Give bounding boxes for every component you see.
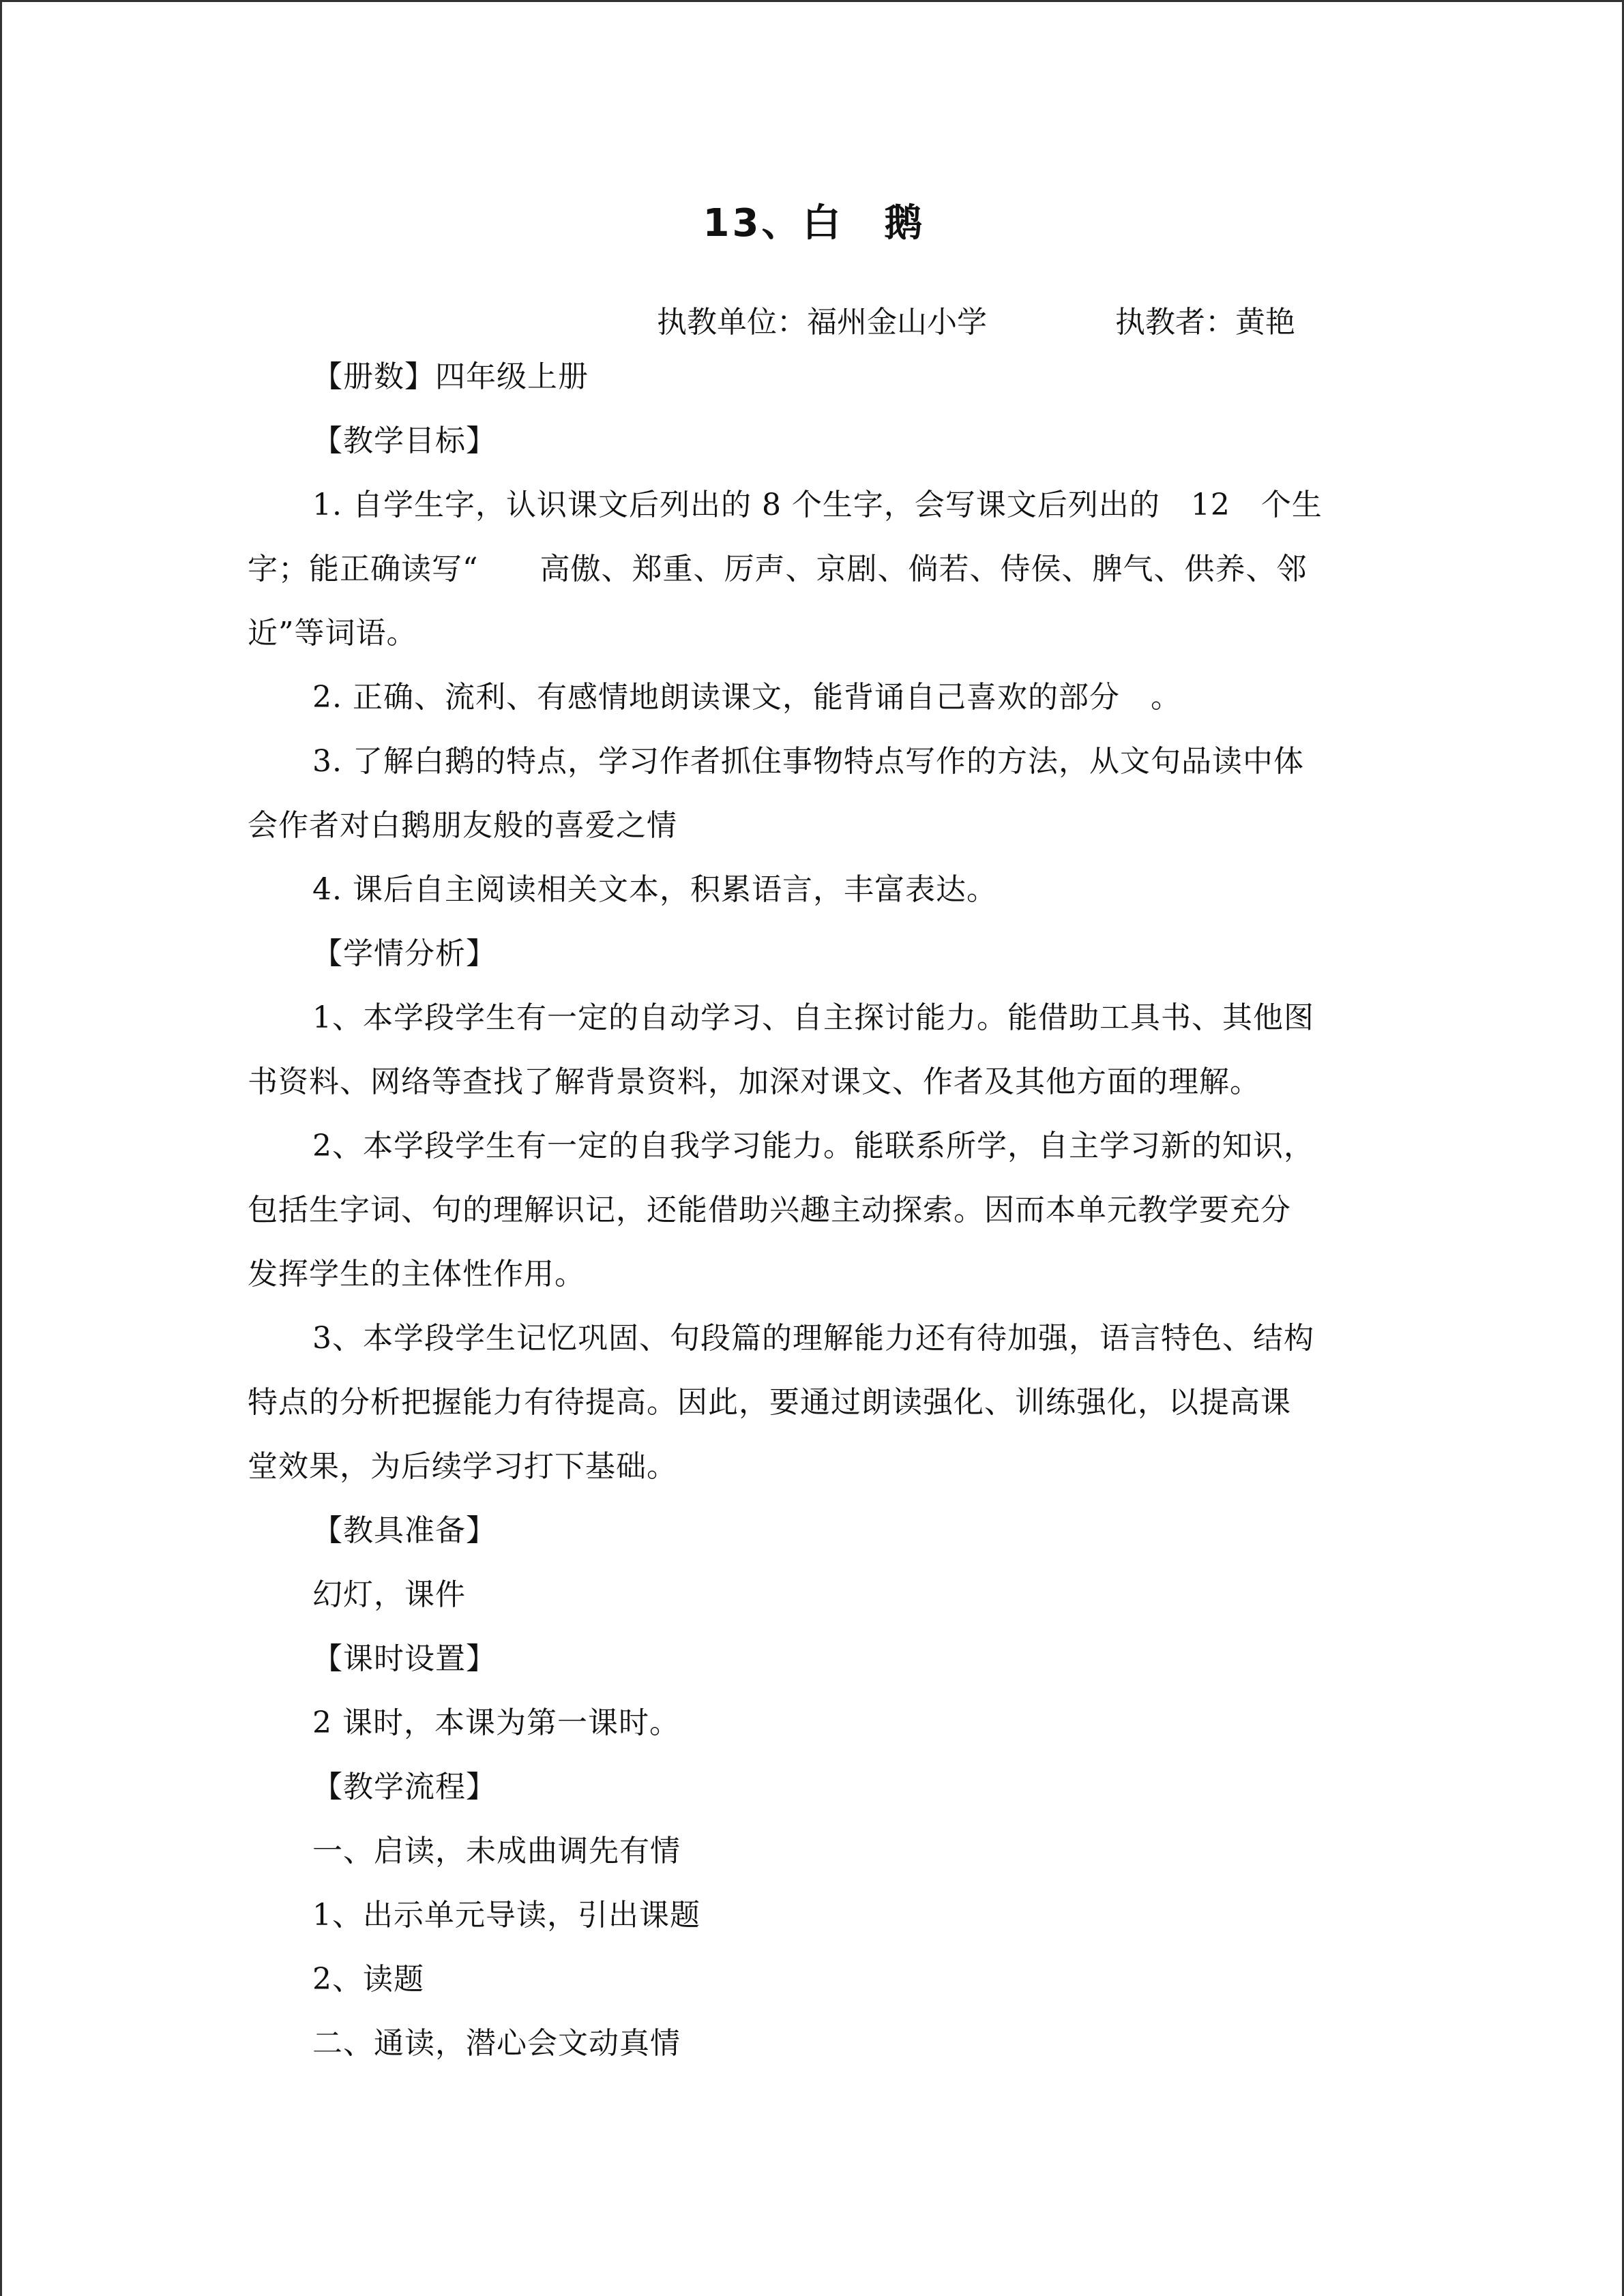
analysis-3-line-2: 特点的分析把握能力有待提高。因此，要通过朗读强化、训练强化，以提高课 — [248, 1385, 1291, 1420]
section-heading-objectives: 【教学目标】 — [312, 423, 497, 458]
section-heading-process: 【教学流程】 — [312, 1770, 497, 1804]
objective-1-line-1: 1. 自学生字，认识课文后列出的 8 个生字，会写课文后列出的 12 个生 — [312, 488, 1323, 522]
objective-1-line-2: 字；能正确读写“ 高傲、郑重、厉声、京剧、倘若、侍侯、脾气、供养、邻 — [248, 552, 1308, 586]
analysis-3-line-1: 3、本学段学生记忆巩固、句段篇的理解能力还有待加强，语言特色、结构 — [312, 1321, 1314, 1356]
periods-text: 2 课时，本课为第一课时。 — [312, 1705, 680, 1740]
section-heading-materials: 【教具准备】 — [312, 1513, 497, 1548]
volume-line: 【册数】四年级上册 — [312, 359, 589, 394]
objective-1-line-3: 近”等词语。 — [248, 616, 417, 651]
objective-2: 2. 正确、流利、有感情地朗读课文，能背诵自己喜欢的部分 。 — [312, 680, 1181, 715]
analysis-2-line-2: 包括生字词、句的理解识记，还能借助兴趣主动探索。因而本单元教学要充分 — [248, 1193, 1291, 1227]
objective-4: 4. 课后自主阅读相关文本，积累语言，丰富表达。 — [312, 872, 997, 907]
analysis-1-line-2: 书资料、网络等查找了解背景资料，加深对课文、作者及其他方面的理解。 — [248, 1064, 1260, 1099]
section-heading-analysis: 【学情分析】 — [312, 936, 497, 971]
analysis-2-line-3: 发挥学生的主体性作用。 — [248, 1257, 585, 1292]
process-step-1: 一、启读，未成曲调先有情 — [312, 1834, 681, 1868]
teacher-name: 执教者：黄艳 — [1115, 305, 1295, 340]
process-step-1-2: 2、读题 — [312, 1962, 424, 1997]
materials-text: 幻灯，课件 — [312, 1577, 466, 1612]
section-heading-periods: 【课时设置】 — [312, 1641, 497, 1676]
process-step-1-1: 1、出示单元导读，引出课题 — [312, 1898, 700, 1933]
analysis-2-line-1: 2、本学段学生有一定的自我学习能力。能联系所学，自主学习新的知识， — [312, 1129, 1314, 1163]
analysis-3-line-3: 堂效果，为后续学习打下基础。 — [248, 1449, 677, 1484]
teaching-unit: 执教单位：福州金山小学 — [657, 305, 987, 340]
lesson-title: 13、白 鹅 — [703, 201, 926, 245]
objective-3-line-2: 会作者对白鹅朋友般的喜爱之情 — [248, 808, 677, 843]
analysis-1-line-1: 1、本学段学生有一定的自动学习、自主探讨能力。能借助工具书、其他图 — [312, 1000, 1314, 1035]
objective-3-line-1: 3. 了解白鹅的特点，学习作者抓住事物特点写作的方法，从文句品读中体 — [312, 744, 1304, 779]
process-step-2: 二、通读，潜心会文动真情 — [312, 2026, 681, 2061]
